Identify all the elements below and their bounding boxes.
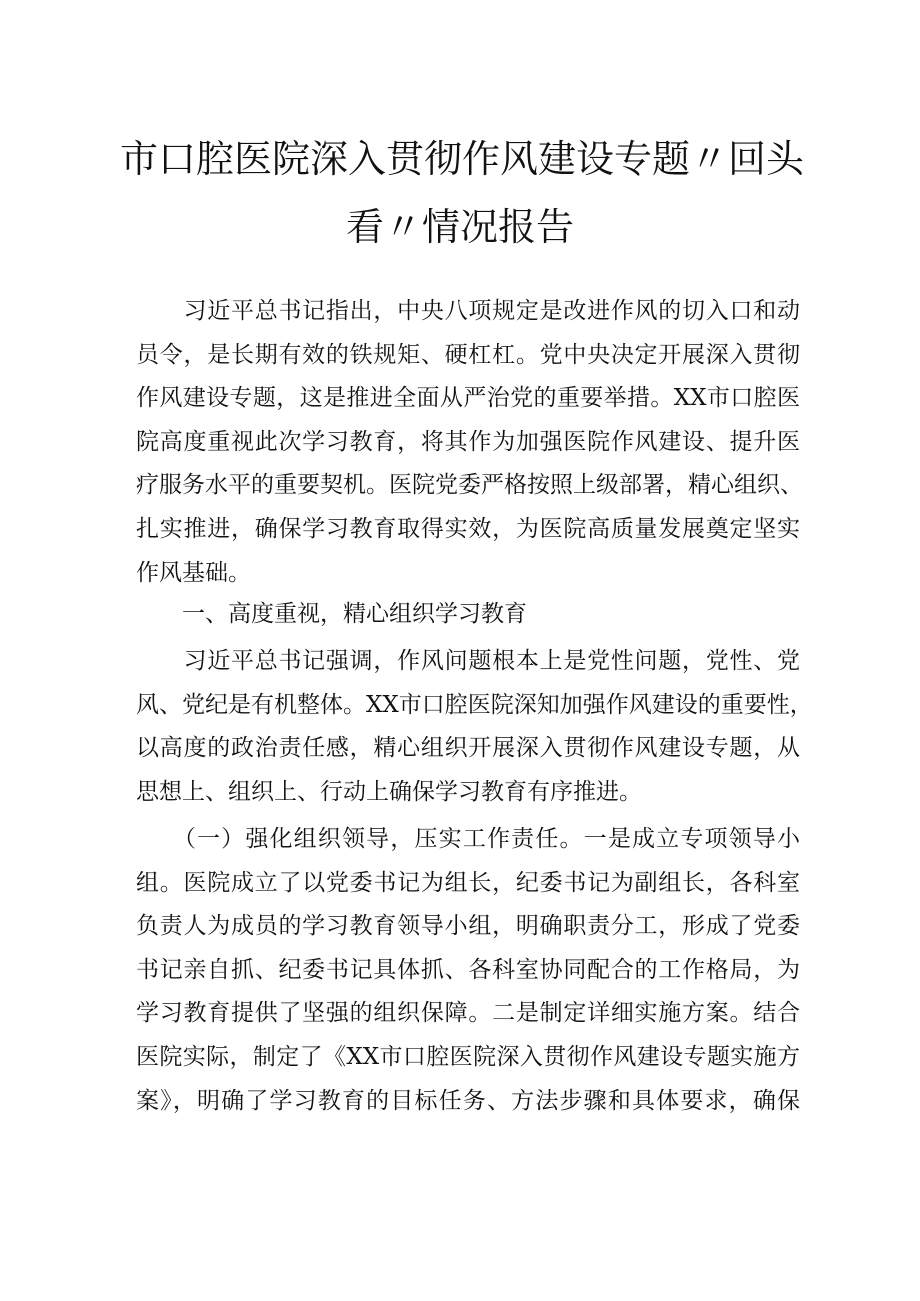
paragraph-line: 负责人为成员的学习教育领导小组，明确职责分工，形成了党委 xyxy=(136,913,800,940)
paragraph-line: 书记亲自抓、纪委书记具体抓、各科室协同配合的工作格局，为 xyxy=(136,956,800,983)
section-heading-1: 一、高度重视，精心组织学习教育 xyxy=(182,601,527,627)
paragraph-line: 习近平总书记强调，作风问题根本上是党性问题，党性、党 xyxy=(136,648,800,674)
paragraph-line: （一）强化组织领导，压实工作责任。一是成立专项领导小 xyxy=(136,826,800,852)
paragraph-line: 思想上、组织上、行动上确保学习教育有序推进。 xyxy=(136,778,642,805)
paragraph-line: 扎实推进，确保学习教育取得实效，为医院高质量发展奠定坚实 xyxy=(136,515,800,542)
paragraph-line: 以高度的政治责任感，精心组织开展深入贯彻作风建设专题，从 xyxy=(136,735,800,762)
paragraph-line: 组。医院成立了以党委书记为组长，纪委书记为副组长，各科室 xyxy=(136,869,800,896)
paragraph-line: 案》，明确了学习教育的目标任务、方法步骤和具体要求，确保 xyxy=(136,1087,800,1114)
paragraph-line: 作风基础。 xyxy=(136,559,251,586)
paragraph-line: 学习教育提供了坚强的组织保障。二是制定详细实施方案。结合 xyxy=(136,1000,800,1027)
document-title-line-1: 市口腔医院深入贯彻作风建设专题〃回头 xyxy=(120,137,805,181)
document-title-line-2: 看〃情况报告 xyxy=(345,205,574,249)
paragraph-line: 风、党纪是有机整体。XX市口腔医院深知加强作风建设的重要性， xyxy=(136,691,813,718)
paragraph-line: 作风建设专题，这是推进全面从严治党的重要举措。XX市口腔医 xyxy=(136,385,800,412)
paragraph-section-1 xyxy=(136,640,813,814)
paragraph-line: 习近平总书记指出，中央八项规定是改进作风的切入口和动 xyxy=(136,298,800,324)
paragraph-subsection-1 xyxy=(136,818,800,1123)
paragraph-line: 疗服务水平的重要契机。医院党委严格按照上级部署，精心组织、 xyxy=(136,472,803,499)
paragraph-line: 医院实际，制定了《XX市口腔医院深入贯彻作风建设专题实施方 xyxy=(136,1043,800,1070)
paragraph-line: 院高度重视此次学习教育，将其作为加强医院作风建设、提升医 xyxy=(136,428,800,455)
paragraph-line: 员令，是长期有效的铁规矩、硬杠杠。党中央决定开展深入贯彻 xyxy=(136,341,800,368)
paragraph-intro xyxy=(136,290,803,595)
